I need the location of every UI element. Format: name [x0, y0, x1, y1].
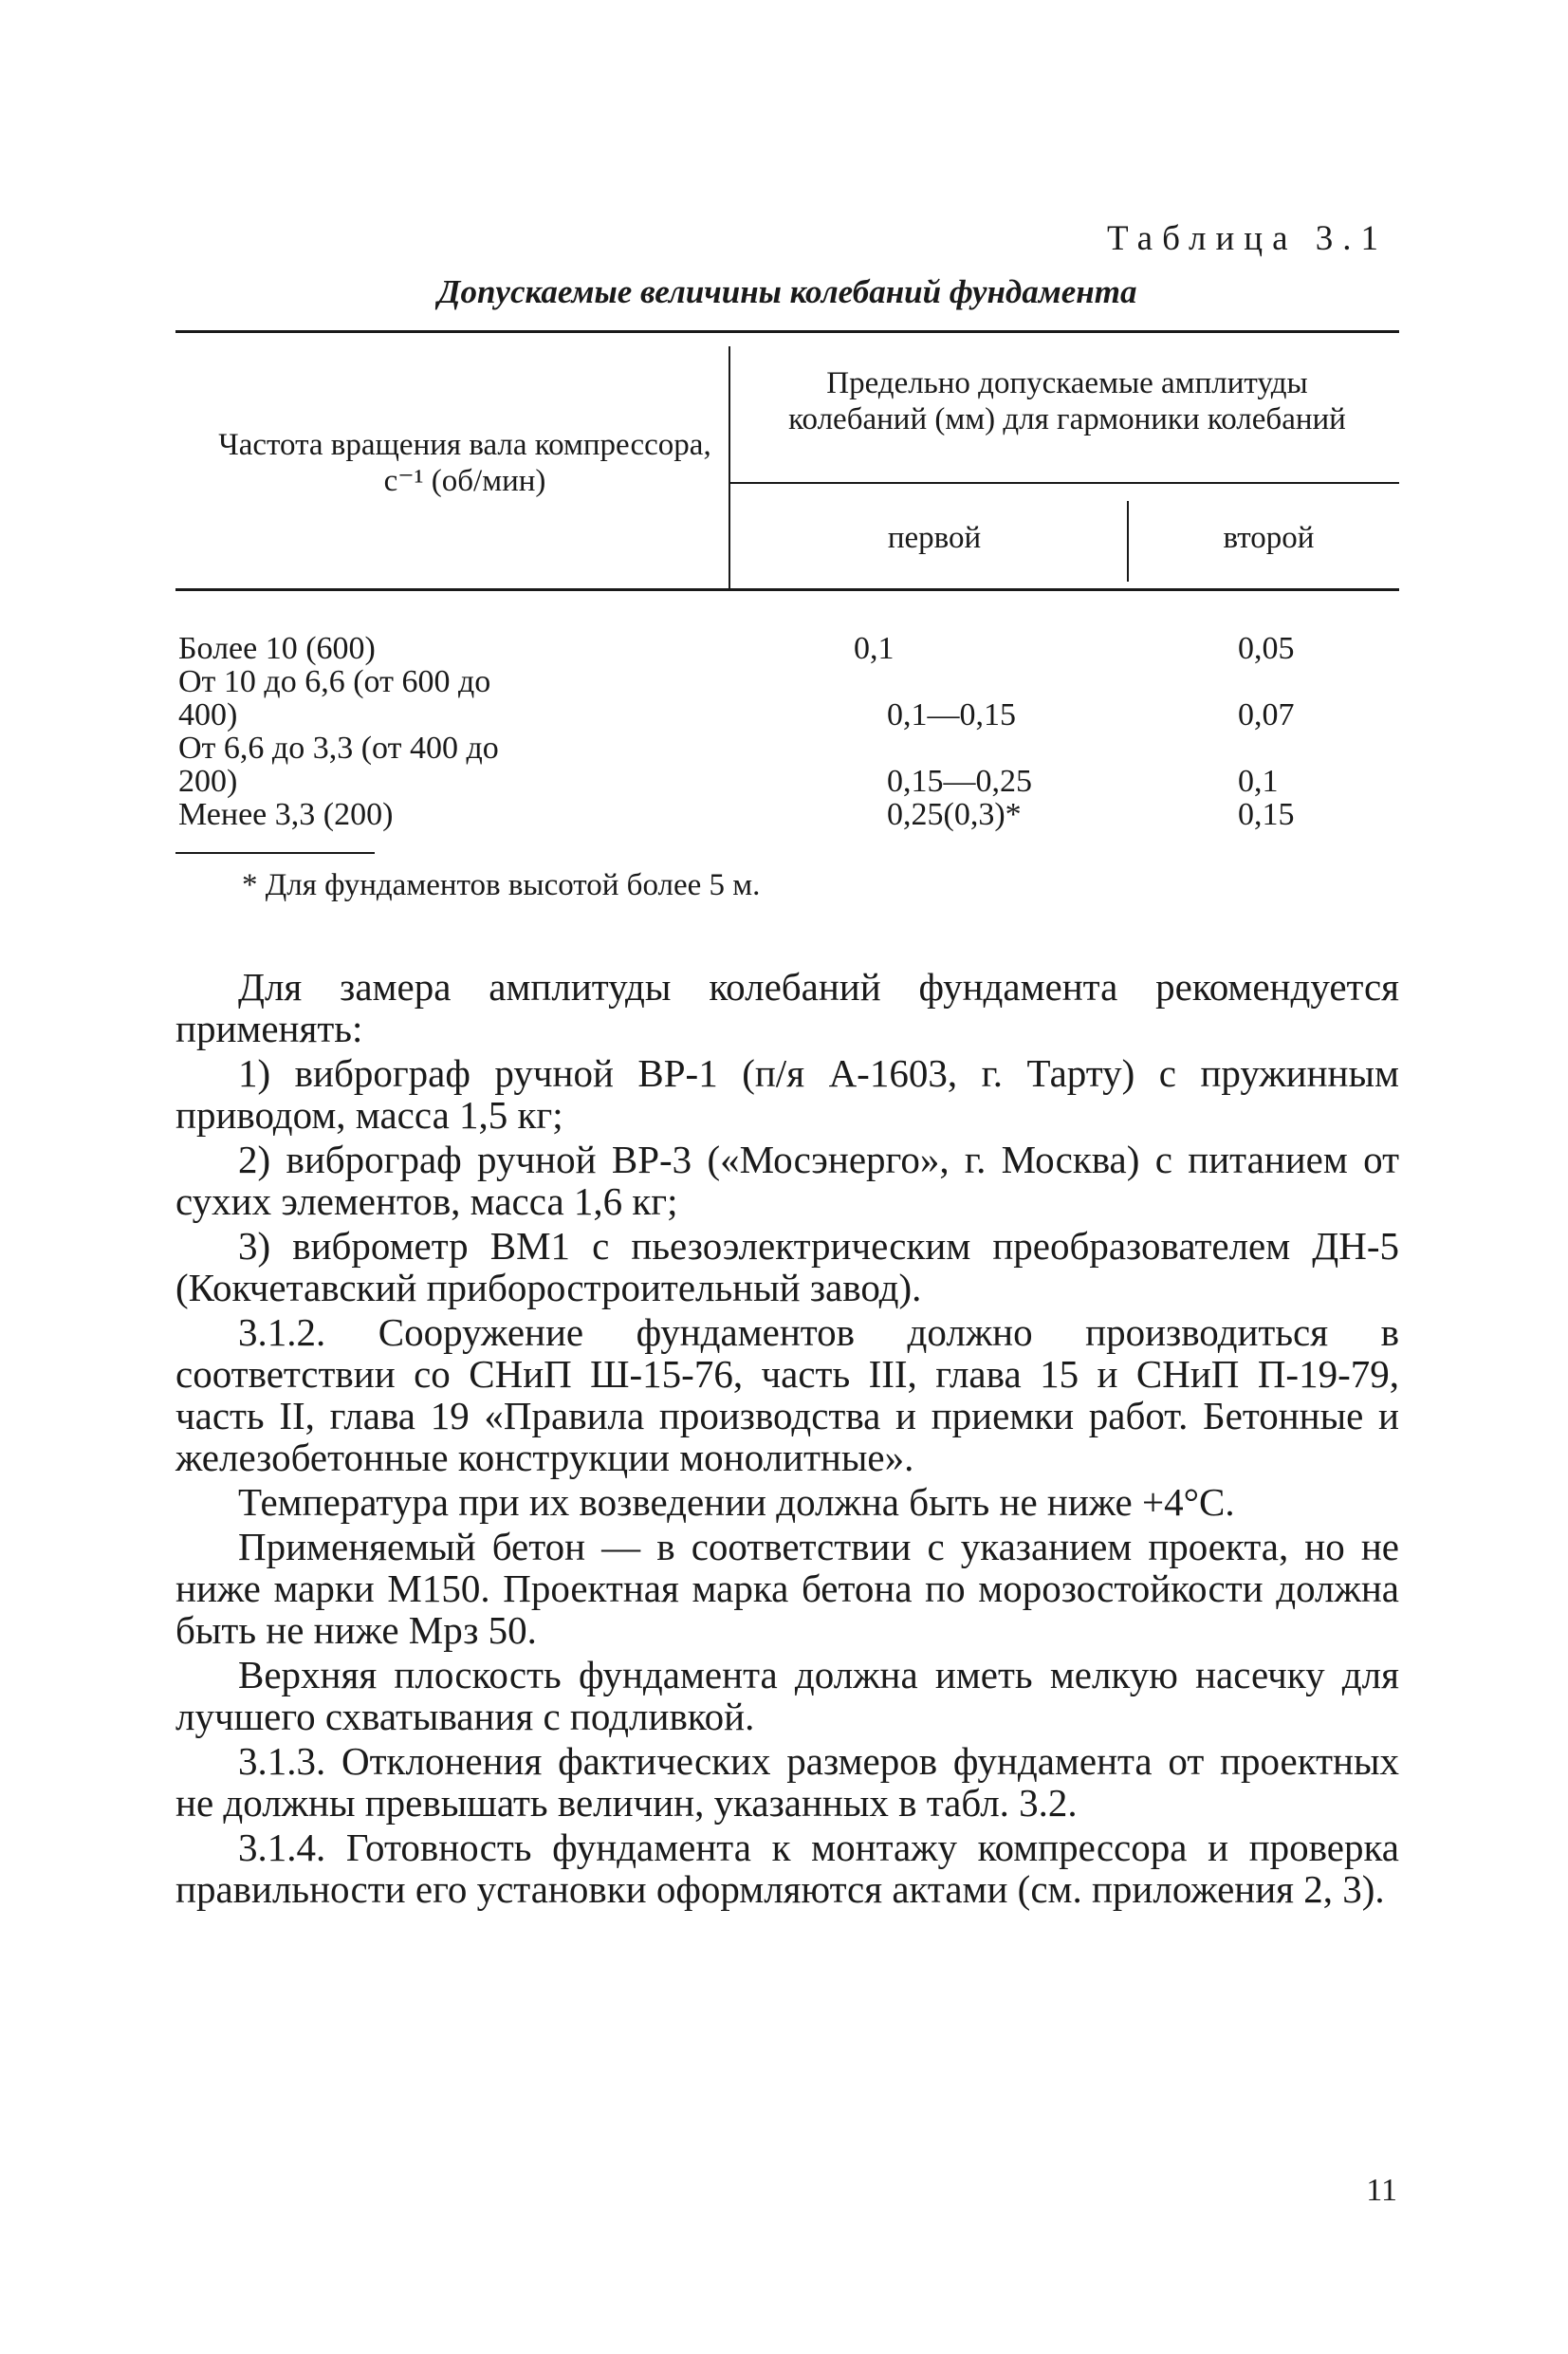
- table-caption: Таблица 3.1: [1107, 219, 1388, 258]
- paragraph: Верхняя плоскость фундамента должна иметь мелкую насечку для лучшего схватывания с подливкой.: [175, 1653, 1399, 1738]
- row-frequency: От 6,6 до 3,3 (от 400 до: [178, 731, 499, 766]
- row-second-amplitude: 0,05: [1238, 631, 1295, 666]
- paragraph: 3.1.3. Отклонения фактических размеров фундамента от проектных не должны превышать величин, указанных в табл. 3.2.: [175, 1739, 1399, 1825]
- table-title: Допускаемые величины колебаний фундамента: [437, 273, 1137, 310]
- row-second-amplitude: 0,07: [1238, 697, 1295, 732]
- paragraph: 3) виброметр ВМ1 с пьезоэлектрическим преобразователем ДН-5 (Кокчетавский приборостроительный завод).: [175, 1224, 1399, 1309]
- header-bottom-rule: [175, 588, 1399, 591]
- footnote-rule: [175, 852, 375, 854]
- paragraph: 2) виброграф ручной ВР-3 («Мосэнерго», г. Москва) с питанием от сухих элементов, масса 1,6 кг;: [175, 1138, 1399, 1223]
- header-second-harmonic: второй: [1223, 521, 1315, 555]
- row-first-amplitude: 0,1: [854, 631, 895, 666]
- subheader-divider-vertical: [1127, 501, 1129, 582]
- paragraph: 3.1.2. Сооружение фундаментов должно производиться в соответствии со СНиП Ш-15-76, часть III, глава 15 и СНиП П-19-79, часть II, глава 19 «Правила производства и приемки работ. Бетонные и железобетонные конструкции монолитные».: [175, 1310, 1399, 1479]
- row-second-amplitude: 0,15: [1238, 797, 1295, 832]
- row-second-amplitude: 0,1: [1238, 764, 1279, 799]
- table-footnote: * Для фундаментов высотой более 5 м.: [242, 868, 761, 902]
- table-top-rule: [175, 330, 1399, 333]
- page-number: 11: [1366, 2173, 1397, 2208]
- header-frequency: Частота вращения вала компрессора, с⁻¹ (об/мин): [218, 428, 711, 498]
- row-frequency: Менее 3,3 (200): [178, 797, 394, 832]
- header-first-harmonic: первой: [887, 521, 982, 555]
- row-frequency: От 10 до 6,6 (от 600 до: [178, 664, 491, 699]
- row-frequency: Более 10 (600): [178, 631, 376, 666]
- paragraph: Для замера амплитуды колебаний фундамента рекомендуется применять:: [175, 965, 1399, 1050]
- row-frequency-continued: 200): [178, 764, 238, 799]
- body-text: [175, 966, 1399, 1913]
- row-first-amplitude: 0,15—0,25: [887, 764, 1032, 799]
- row-frequency-continued: 400): [178, 697, 238, 732]
- row-first-amplitude: 0,1—0,15: [887, 697, 1016, 732]
- header-divider-vertical: [729, 346, 730, 588]
- header-amplitude-group: Предельно допускаемые амплитуды колебаний (мм) для гармоники колебаний: [788, 366, 1346, 436]
- group-header-rule: [730, 482, 1399, 484]
- paragraph: 1) виброграф ручной ВР-1 (п/я А-1603, г. Тарту) с пружинным приводом, масса 1,5 кг;: [175, 1051, 1399, 1137]
- paragraph: Применяемый бетон — в соответствии с указанием проекта, но не ниже марки М150. Проектная марка бетона по морозостойкости должна быть не ниже Мрз 50.: [175, 1525, 1399, 1652]
- paragraph: 3.1.4. Готовность фундамента к монтажу компрессора и проверка правильности его установки оформляются актами (см. приложения 2, 3).: [175, 1826, 1399, 1911]
- paragraph: Температура при их возведении должна быть не ниже +4°С.: [238, 1480, 1235, 1524]
- row-first-amplitude: 0,25(0,3)*: [887, 797, 1022, 832]
